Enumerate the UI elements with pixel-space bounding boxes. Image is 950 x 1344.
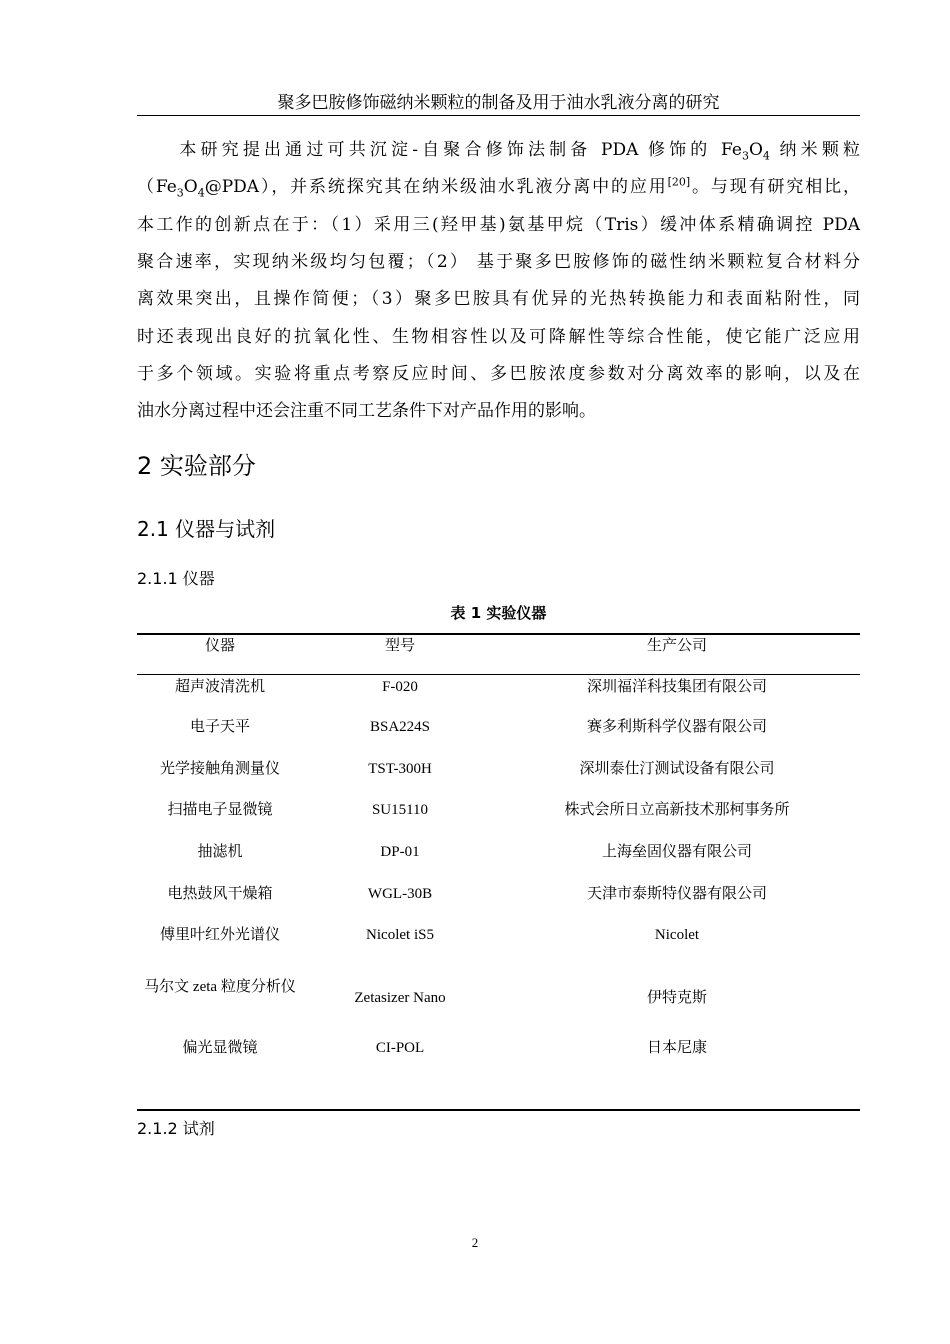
paragraph-line [137, 214, 860, 236]
text-run: 时还表现出良好的抗氧化性、生物相容性以及可降解性等综合性能，使它能广泛应用 [137, 326, 860, 347]
table-cell: 光学接触角测量仪 [159, 761, 281, 777]
text-run: 本研究提出通过可共沉淀-自聚合修饰法制备 PDA 修饰的 Fe [137, 140, 742, 160]
table-cell: Zetasizer Nano [354, 990, 446, 1006]
table-cell: 傅里叶红外光谱仪 [159, 927, 281, 943]
section-heading: 2 实验部分 [137, 452, 256, 480]
table-cell: WGL-30B [367, 886, 433, 902]
text-run: （Fe [137, 177, 177, 198]
subscript: 4 [197, 186, 205, 200]
table-cell: 超声波清洗机 [174, 679, 266, 695]
text-run: 本工作的创新点在于：（1）采用三(羟甲基)氨基甲烷（Tris）缓冲体系精确调控 PDA [137, 214, 860, 235]
text-run: O [748, 140, 763, 160]
table-cell: 电子天平 [189, 719, 251, 735]
paragraph-line [137, 326, 860, 348]
table-cell: F-020 [382, 679, 418, 695]
table-header-cell: 生产公司 [646, 638, 708, 654]
text-run: @PDA），并系统探究其在纳米级油水乳液分离中的应用 [204, 177, 668, 198]
subscript: 3 [741, 149, 749, 163]
page-number: 2 [471, 1235, 479, 1250]
paragraph-line [137, 176, 860, 198]
table-cell: Nicolet [654, 927, 700, 943]
table-cell: 偏光显微镜 [182, 1040, 258, 1056]
paragraph-line [137, 288, 860, 310]
table-cell: 日本尼康 [646, 1040, 708, 1056]
table-cell: 马尔文 zeta 粒度分析仪 [144, 979, 296, 995]
paragraph-line [137, 400, 860, 422]
table-header-cell: 仪器 [204, 638, 236, 654]
text-run: 。与现有研究相比， [690, 177, 860, 198]
header-rule [137, 115, 860, 116]
table-top-rule [137, 633, 860, 635]
table-cell: 株式会所日立高新技术那柯事务所 [564, 802, 790, 818]
text-run: 油水分离过程中还会注重不同工艺条件下对产品作用的影响。 [137, 401, 596, 422]
table-cell: 深圳福洋科技集团有限公司 [586, 679, 768, 695]
subsection-heading: 2.1 仪器与试剂 [137, 517, 276, 541]
table-cell: 赛多利斯科学仪器有限公司 [586, 719, 768, 735]
table-bottom-rule [137, 1109, 860, 1111]
table-cell: 深圳泰仕汀测试设备有限公司 [579, 761, 775, 777]
table-caption: 表 1 实验仪器 [450, 604, 547, 622]
text-run: O [183, 177, 198, 198]
table-cell: SU15110 [371, 802, 429, 818]
paragraph-line [137, 363, 860, 385]
running-header: 聚多巴胺修饰磁纳米颗粒的制备及用于油水乳液分离的研究 [277, 93, 720, 113]
text-run: 纳米颗粒 [769, 140, 861, 160]
table-cell: 伊特克斯 [646, 990, 708, 1006]
subsubsection-heading-reagents: 2.1.2 试剂 [137, 1119, 215, 1138]
subscript: 3 [176, 186, 184, 200]
table-header-rule [137, 674, 860, 675]
citation: [20] [667, 175, 691, 189]
table-cell: BSA224S [369, 719, 431, 735]
table-cell: 天津市泰斯特仪器有限公司 [586, 886, 768, 902]
text-run: 离效果突出，且操作简便；（3）聚多巴胺具有优异的光热转换能力和表面粘附性，同 [137, 289, 860, 310]
table-cell: Nicolet iS5 [366, 927, 434, 943]
subsubsection-heading-instruments: 2.1.1 仪器 [137, 569, 215, 588]
table-cell: 抽滤机 [197, 844, 243, 860]
table-cell: 上海垒固仪器有限公司 [601, 844, 753, 860]
table-cell: TST-300H [368, 761, 432, 777]
subscript: 4 [762, 149, 770, 163]
table-cell: 扫描电子显微镜 [167, 802, 273, 818]
table-cell: CI-POL [375, 1040, 425, 1056]
paragraph-line [137, 139, 860, 161]
table-cell: DP-01 [380, 844, 420, 860]
table-header-cell: 型号 [384, 638, 416, 654]
table-cell: 电热鼓风干燥箱 [167, 886, 273, 902]
text-run: 于多个领域。实验将重点考察反应时间、多巴胺浓度参数对分离效率的影响，以及在 [137, 363, 860, 384]
text-run: 聚合速率，实现纳米级均匀包覆；（2） 基于聚多巴胺修饰的磁性纳米颗粒复合材料分 [137, 251, 860, 272]
paragraph-line [137, 251, 860, 273]
